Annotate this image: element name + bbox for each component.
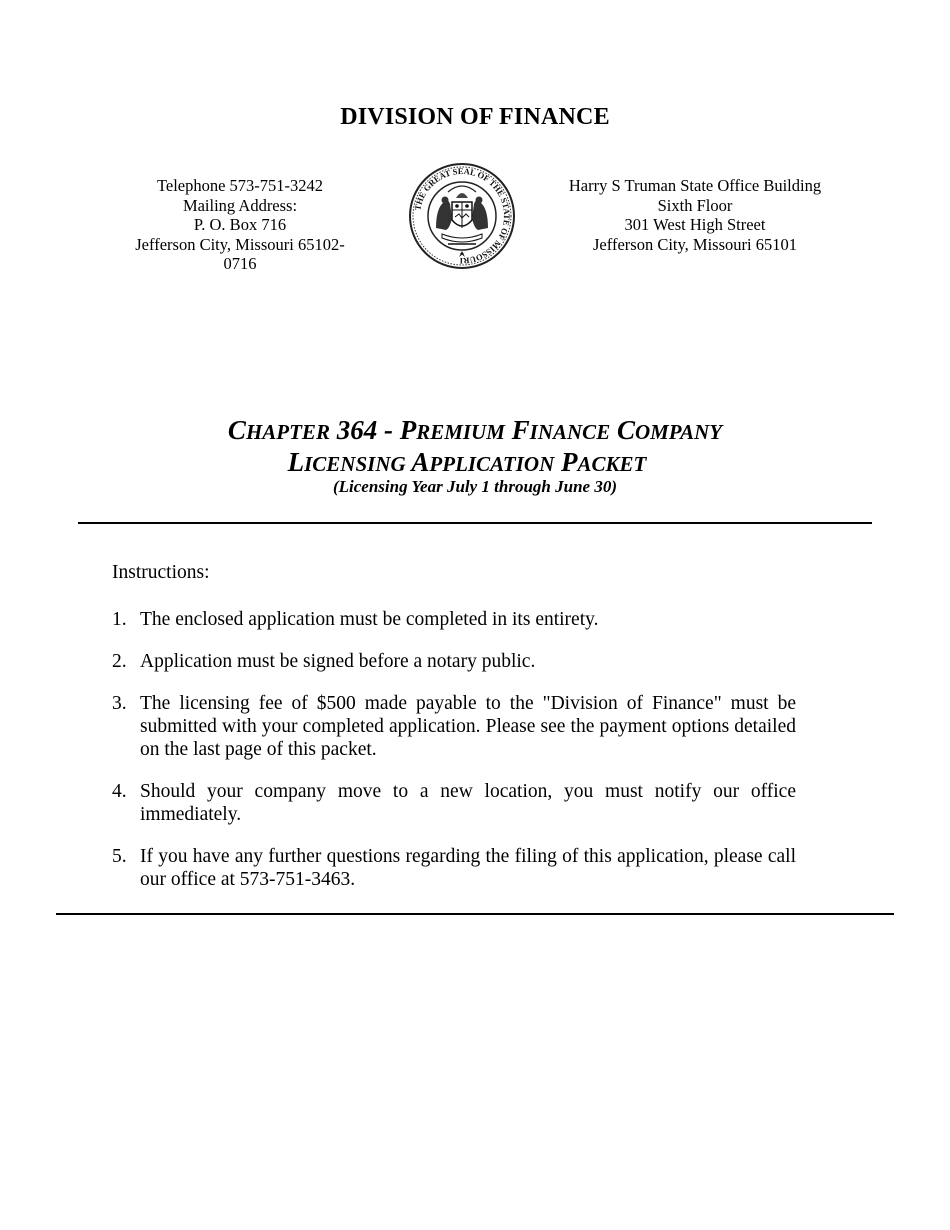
title-word: OMPANY — [634, 420, 723, 444]
po-box-line: P. O. Box 716 — [193, 215, 287, 235]
telephone-line: Telephone 573-751-3242 — [156, 176, 324, 195]
city-state-zip-line: Jefferson City, Missouri 65101 — [593, 234, 797, 254]
title-initial: A — [405, 447, 430, 477]
item-number: 2. — [112, 651, 127, 672]
item-text: The enclosed application must be completed in its entirety. — [140, 609, 599, 630]
city-state-zip-line: Jefferson City, Missouri 65102-0716 — [135, 234, 345, 274]
item-number: 3. — [112, 693, 127, 714]
title-word: REMIUM — [416, 420, 505, 444]
list-item — [112, 650, 796, 673]
item-text: The licensing fee of $500 made payable to the "Division of Finance" must be submitted with your completed application. Please see the payment options detailed on the last page of this packet. — [140, 693, 796, 760]
list-item — [112, 608, 796, 631]
item-text: If you have any further questions regarding the filing of this application, please call our office at 573-751-3463. — [140, 846, 796, 890]
seal-ring-text: THE GREAT SEAL OF THE STATE OF MISSOURI — [412, 165, 513, 267]
item-number: 1. — [112, 609, 127, 630]
title-word: PPLICATION — [429, 452, 555, 476]
divider-top — [78, 522, 872, 524]
title-initial: C — [610, 415, 635, 445]
title-initial: C — [227, 415, 246, 445]
state-seal-icon — [406, 162, 518, 270]
title-initial: L — [287, 447, 305, 477]
mailing-address-label: Mailing Address: — [182, 195, 298, 215]
instructions-label: Instructions: — [112, 562, 210, 583]
list-item — [112, 845, 796, 891]
item-number: 4. — [112, 781, 127, 802]
street-line: 301 West High Street — [624, 215, 766, 235]
list-item — [112, 692, 796, 761]
mailing-address-block — [126, 176, 354, 274]
title-word: HAPTER — [245, 420, 330, 444]
title-word: INANCE — [529, 420, 611, 444]
document-title-line-1 — [0, 414, 950, 448]
item-text: Application must be signed before a notary public. — [140, 651, 536, 672]
divider-bottom — [56, 913, 894, 915]
building-name-line: Harry S Truman State Office Building — [568, 176, 822, 195]
document-title-line-2 — [0, 446, 942, 480]
item-text: Should your company move to a new location, you must notify our office immediately. — [140, 781, 796, 825]
floor-line: Sixth Floor — [657, 195, 733, 215]
page-heading: DIVISION OF FINANCE — [340, 104, 610, 130]
title-initial: P — [399, 415, 417, 445]
title-chapter-number: 364 - — [329, 415, 400, 445]
item-number: 5. — [112, 846, 127, 867]
instructions-list — [112, 608, 796, 910]
office-address-block — [540, 176, 850, 254]
title-initial: F — [504, 415, 530, 445]
list-item — [112, 780, 796, 826]
title-initial: P — [554, 447, 578, 477]
title-word: ICENSING — [304, 452, 406, 476]
title-word: ACKET — [577, 452, 647, 476]
licensing-year-subtitle: (Licensing Year July 1 through June 30) — [332, 477, 617, 496]
